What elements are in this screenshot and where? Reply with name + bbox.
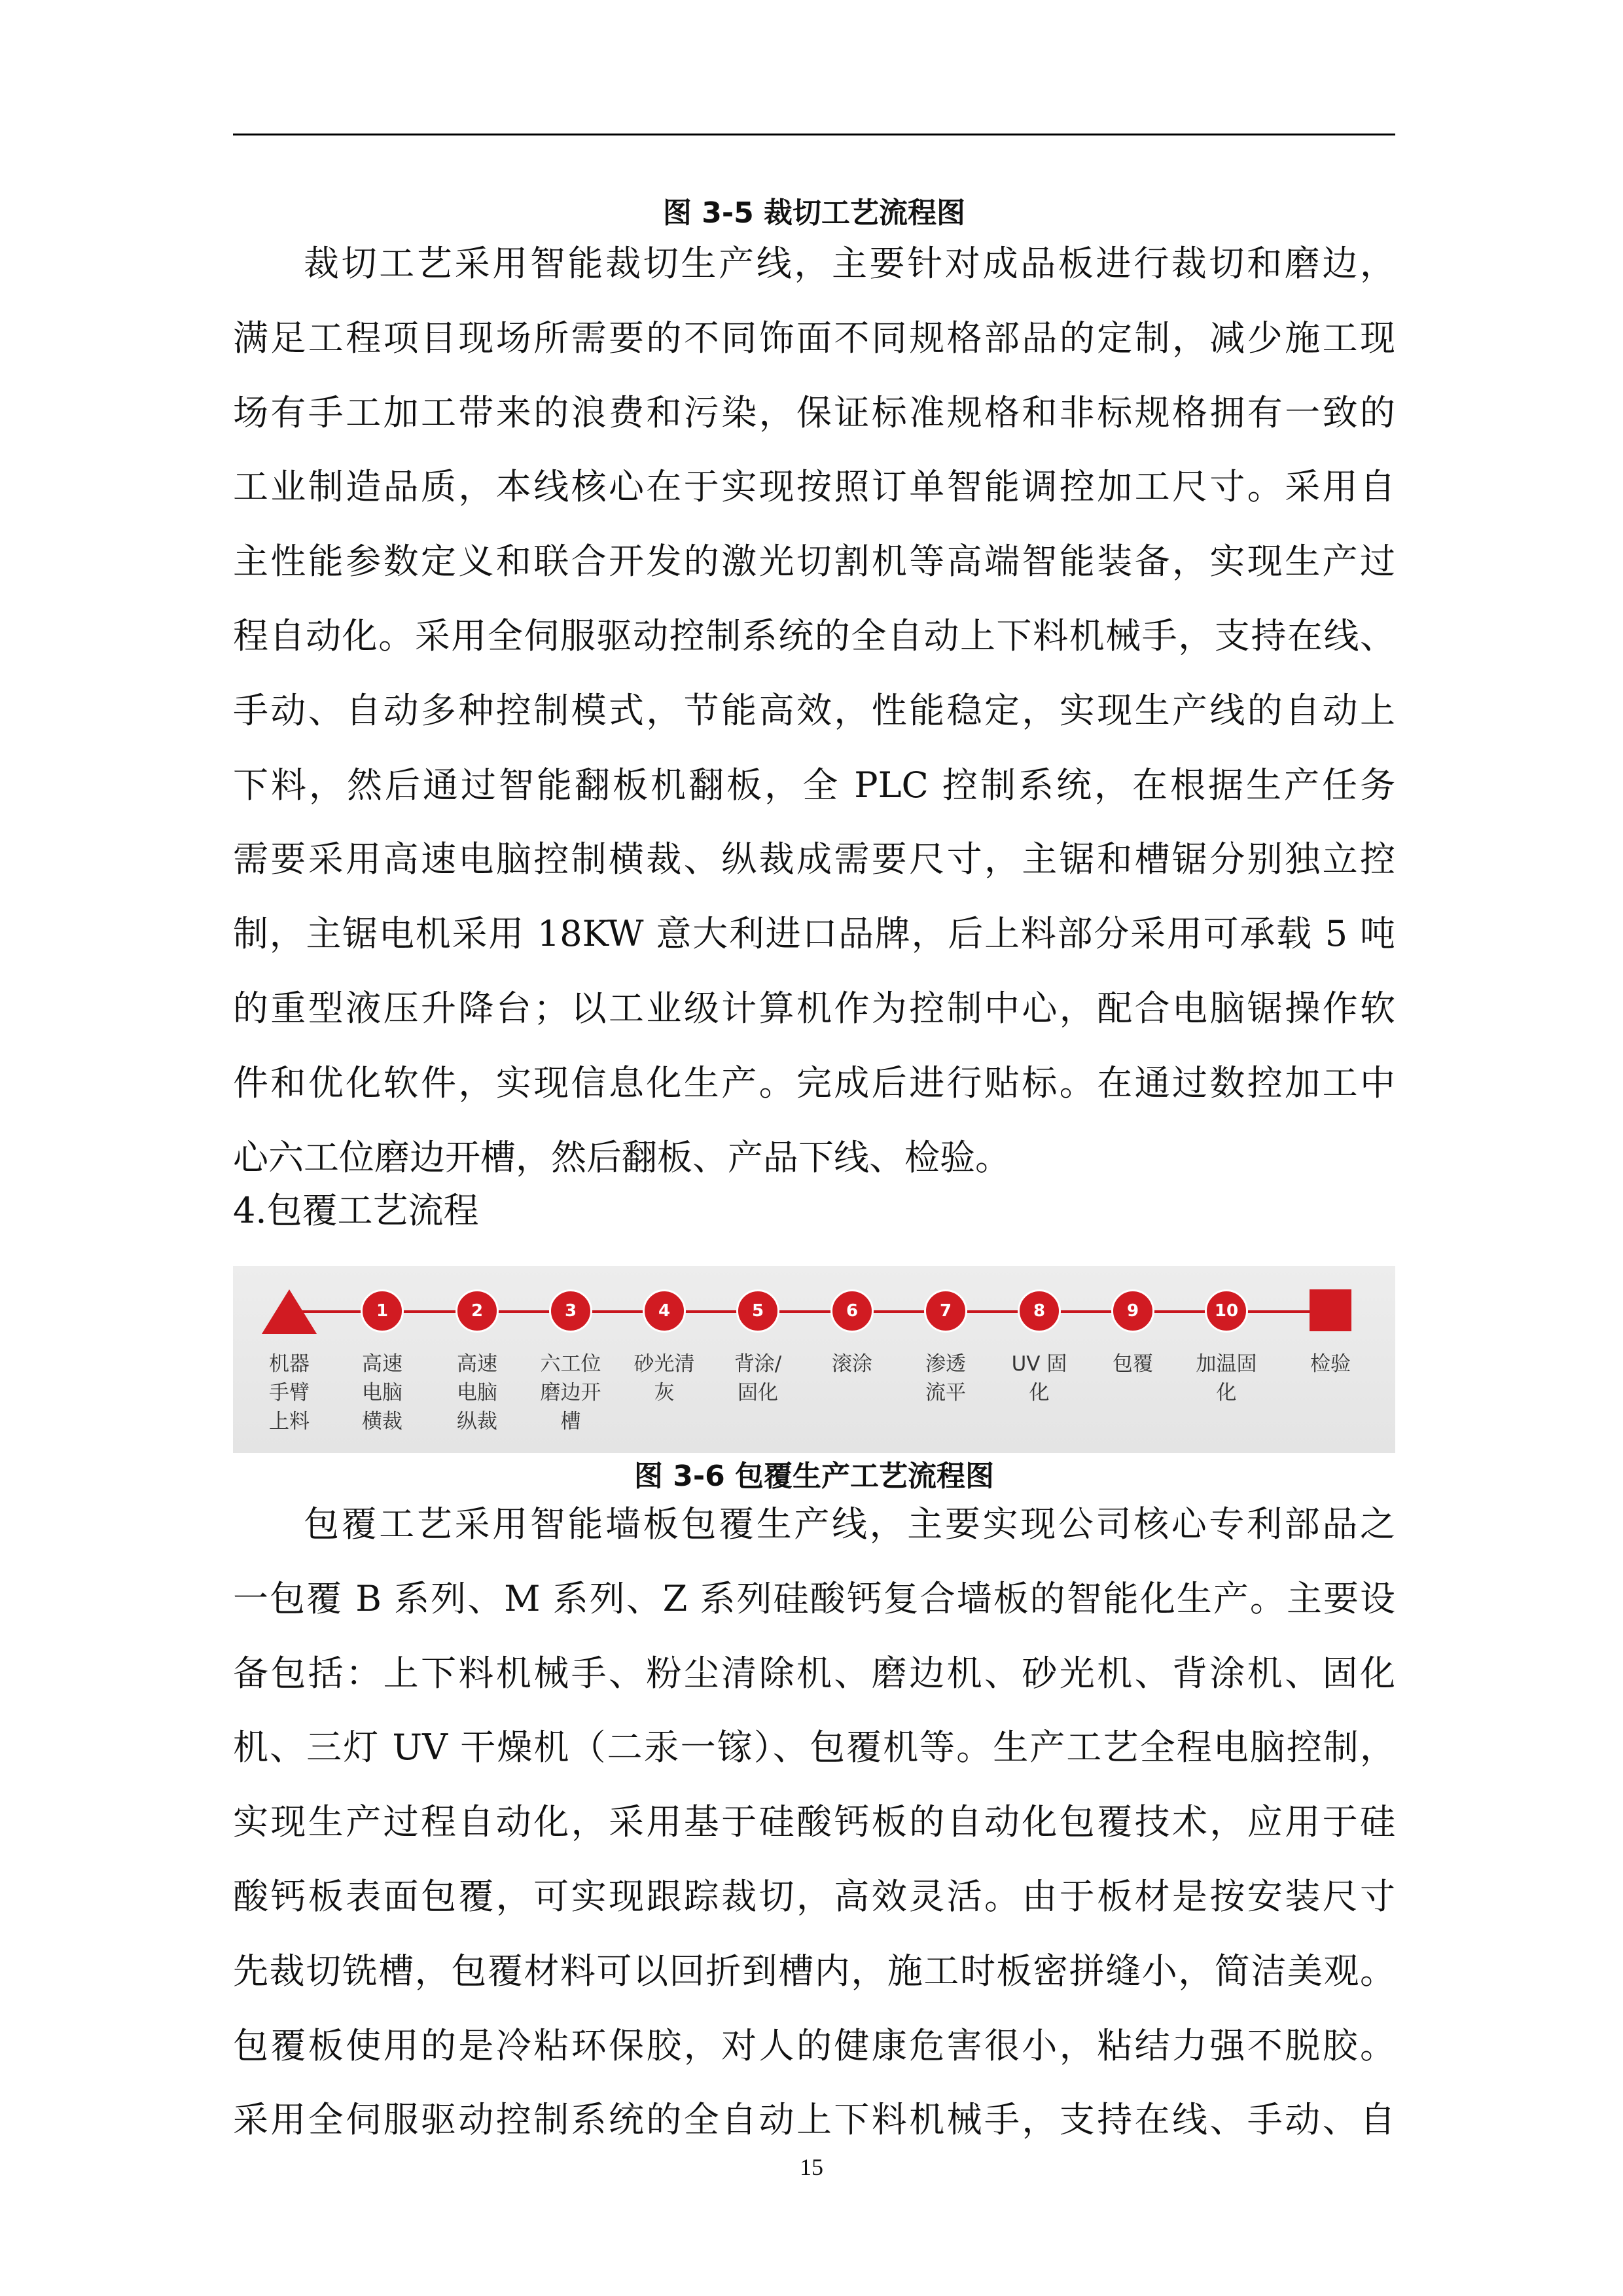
step-number-circle: 10 [1205,1289,1248,1333]
text-line: 实现生产过程自动化，采用基于硅酸钙板的自动化包覆技术，应用于硅 [233,1801,1395,1843]
flow-step [990,1266,1088,1453]
step-number-circle: 9 [1111,1289,1154,1333]
text-line: 下料，然后通过智能翻板机翻板，全 PLC 控制系统，在根据生产任务 [233,764,1395,806]
section-heading-coating: 4.包覆工艺流程 [233,1190,479,1231]
text-line: 酸钙板表面包覆，可实现跟踪裁切，高效灵活。由于板材是按安装尺寸 [233,1875,1395,1917]
step-number-circle: 2 [455,1289,499,1333]
flow-step [803,1266,901,1453]
text-line: 先裁切铣槽，包覆材料可以回折到槽内，施工时板密拼缝小，简洁美观。 [233,1950,1395,1992]
text-line: 制，主锯电机采用 18KW 意大利进口品牌，后上料部分采用可承载 5 吨 [233,913,1395,955]
text-line: 备包括：上下料机械手、粉尘清除机、磨边机、砂光机、背涂机、固化 [233,1652,1395,1694]
step-number-circle: 8 [1018,1289,1061,1333]
text-line: 机、三灯 UV 干燥机（二汞一镓）、包覆机等。生产工艺全程电脑控制， [233,1727,1395,1768]
step-number-circle: 5 [736,1289,779,1333]
figure-caption-3-5: 图 3-5 裁切工艺流程图 [662,196,966,230]
text-line: 心六工位磨边开槽，然后翻板、产品下线、检验。 [233,1136,1010,1178]
flow-step [1084,1266,1182,1453]
text-line: 包覆板使用的是冷粘环保胶，对人的健康危害很小，粘结力强不脱胶。 [233,2024,1395,2066]
text-line: 程自动化。采用全伺服驱动控制系统的全自动上下料机械手，支持在线、 [233,615,1395,656]
step-label: 背涂/ 固化 [734,1352,782,1405]
text-line: 的重型液压升降台；以工业级计算机作为控制中心，配合电脑锯操作软 [233,987,1395,1029]
step-label: 高速 电脑 横裁 [362,1352,402,1433]
step-number-circle: 4 [643,1289,686,1333]
text-line: 手动、自动多种控制模式，节能高效，性能稳定，实现生产线的自动上 [233,689,1395,731]
start-triangle-icon [262,1289,317,1334]
end-square-icon [1310,1289,1351,1331]
step-label: 滚涂 [832,1352,872,1376]
flow-step [1281,1266,1380,1453]
flow-step [897,1266,995,1453]
step-number-circle: 6 [830,1289,874,1333]
flow-step [1177,1266,1275,1453]
step-label: UV 固 化 [1011,1352,1067,1405]
step-label: 检验 [1310,1352,1351,1376]
text-line: 主性能参数定义和联合开发的激光切割机等高端智能装备，实现生产过 [233,541,1395,583]
text-line: 采用全伺服驱动控制系统的全自动上下料机械手，支持在线、手动、自 [233,2099,1395,2141]
step-label: 渗透 流平 [925,1352,966,1405]
step-label: 机器 手臂 上料 [269,1352,310,1433]
step-label: 加温固 化 [1196,1352,1257,1405]
step-number-circle: 7 [924,1289,967,1333]
step-number-circle: 3 [549,1289,592,1333]
text-line: 裁切工艺采用智能裁切生产线，主要针对成品板进行裁切和磨边， [304,243,1395,284]
text-line: 包覆工艺采用智能墙板包覆生产线，主要实现公司核心专利部品之 [304,1503,1395,1545]
text-line: 满足工程项目现场所需要的不同饰面不同规格部品的定制，减少施工现 [233,317,1395,359]
step-label: 砂光清 灰 [633,1352,695,1405]
coating-process-flow-diagram [233,1266,1395,1453]
flow-step [240,1266,338,1453]
text-line: 场有手工加工带来的浪费和污染，保证标准规格和非标规格拥有一致的 [233,391,1395,433]
paragraph-cutting-process [233,226,1395,1194]
step-label: 高速 电脑 纵裁 [457,1352,497,1433]
text-line: 工业制造品质，本线核心在于实现按照订单智能调控加工尺寸。采用自 [233,466,1395,508]
figure-caption-3-6: 图 3-6 包覆生产工艺流程图 [633,1460,995,1493]
paragraph-coating-process [233,1487,1395,2157]
step-label: 包覆 [1113,1352,1153,1376]
text-line: 一包覆 B 系列、M 系列、Z 系列硅酸钙复合墙板的智能化生产。主要设 [233,1577,1395,1619]
text-line: 件和优化软件，实现信息化生产。完成后进行贴标。在通过数控加工中 [233,1062,1395,1103]
flow-step [333,1266,431,1453]
page-number: 15 [800,2154,823,2180]
step-label: 六工位 磨边开 槽 [540,1352,601,1433]
header-rule [233,134,1395,135]
flow-step [709,1266,807,1453]
flow-step [428,1266,526,1453]
flow-step [615,1266,713,1453]
text-line: 需要采用高速电脑控制横裁、纵裁成需要尺寸，主锯和槽锯分别独立控 [233,838,1395,880]
flow-step [522,1266,620,1453]
step-number-circle: 1 [361,1289,404,1333]
